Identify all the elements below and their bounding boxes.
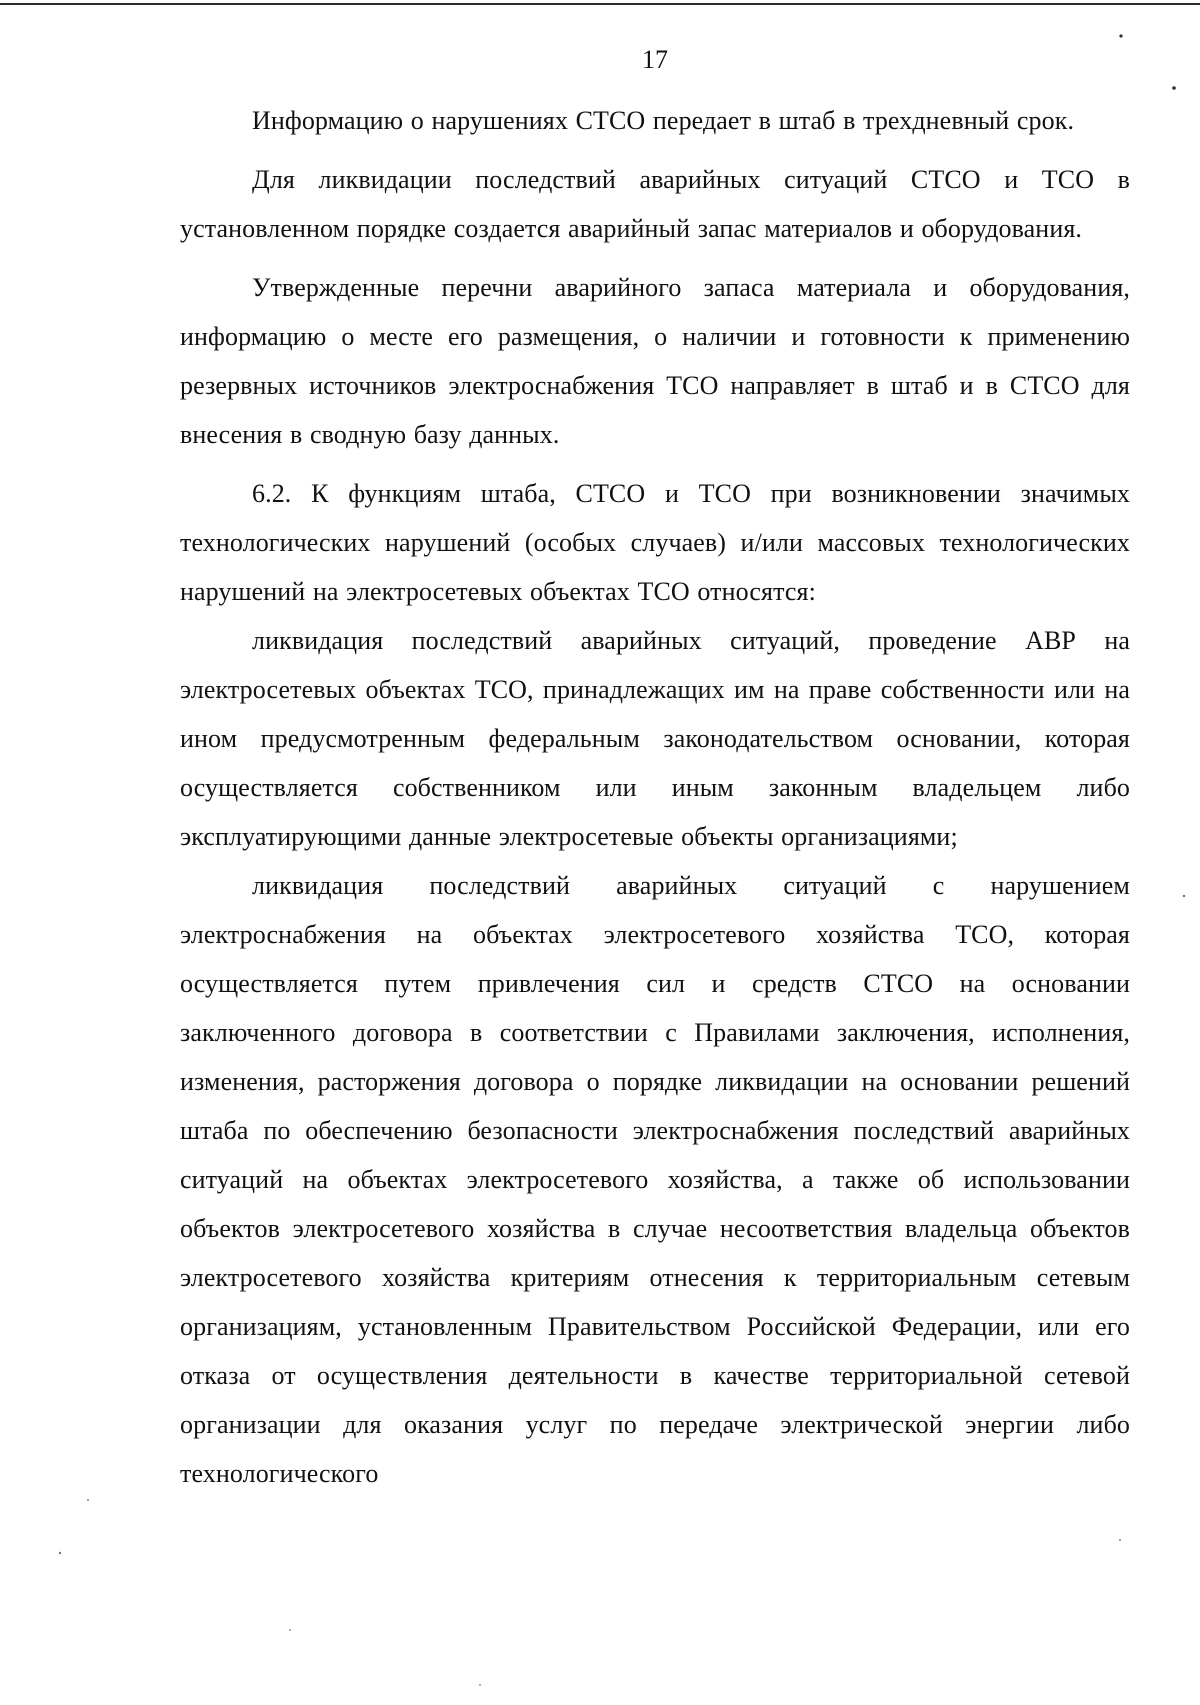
paragraph-emergency-reserve: Для ликвидации последствий аварийных ситуаций СТСО и ТСО в установленном порядке создается аварийный запас материалов и оборудования.: [180, 165, 1130, 243]
paragraph-section-6-2: 6.2. К функциям штаба, СТСО и ТСО при возникновении значимых технологических нарушений (особых случаев) и/или массовых технологических нарушений на электросетевых объектах ТСО относятся:: [180, 479, 1130, 606]
top-border-line: [0, 3, 1200, 5]
page-number: 17: [642, 45, 668, 74]
document-body: [180, 96, 1130, 1498]
paragraph-liquidation-owner: ликвидация последствий аварийных ситуаций, проведение АВР на электросетевых объектах ТСО, принадлежащих им на праве собственности или на ином предусмотренным федеральным законодательством основании, которая осуществляется собственником или иным законным владельцем либо эксплуатирующими данные электросетевые объекты организациями;: [180, 626, 1130, 851]
paragraph-violations-info: Информацию о нарушениях СТСО передает в штаб в трехдневный срок.: [252, 106, 1075, 135]
paragraph-approved-lists: Утвержденные перечни аварийного запаса материала и оборудования, информацию о месте его размещения, о наличии и готовности к применению резервных источников электроснабжения ТСО направляет в штаб и в СТСО для внесения в сводную базу данных.: [180, 273, 1130, 449]
paragraph-liquidation-stso: ликвидация последствий аварийных ситуаций с нарушением электроснабжения на объектах электросетевого хозяйства ТСО, которая осуществляется путем привлечения сил и средств СТСО на основании заключенного договора в соответствии с Правилами заключения, исполнения, изменения, расторжения договора о порядке ликвидации на основании решений штаба по обеспечению безопасности электроснабжения последствий аварийных ситуаций на объектах электросетевого хозяйства, а также об использовании объектов электросетевого хозяйства в случае несоответствия владельца объектов электросетевого хозяйства критериям отнесения к территориальным сетевым организациям, установленным Правительством Российской Федерации, или его отказа от осуществления деятельности в качестве территориальной сетевой организации для оказания услуг по передаче электрической энергии либо технологического: [180, 871, 1130, 1488]
